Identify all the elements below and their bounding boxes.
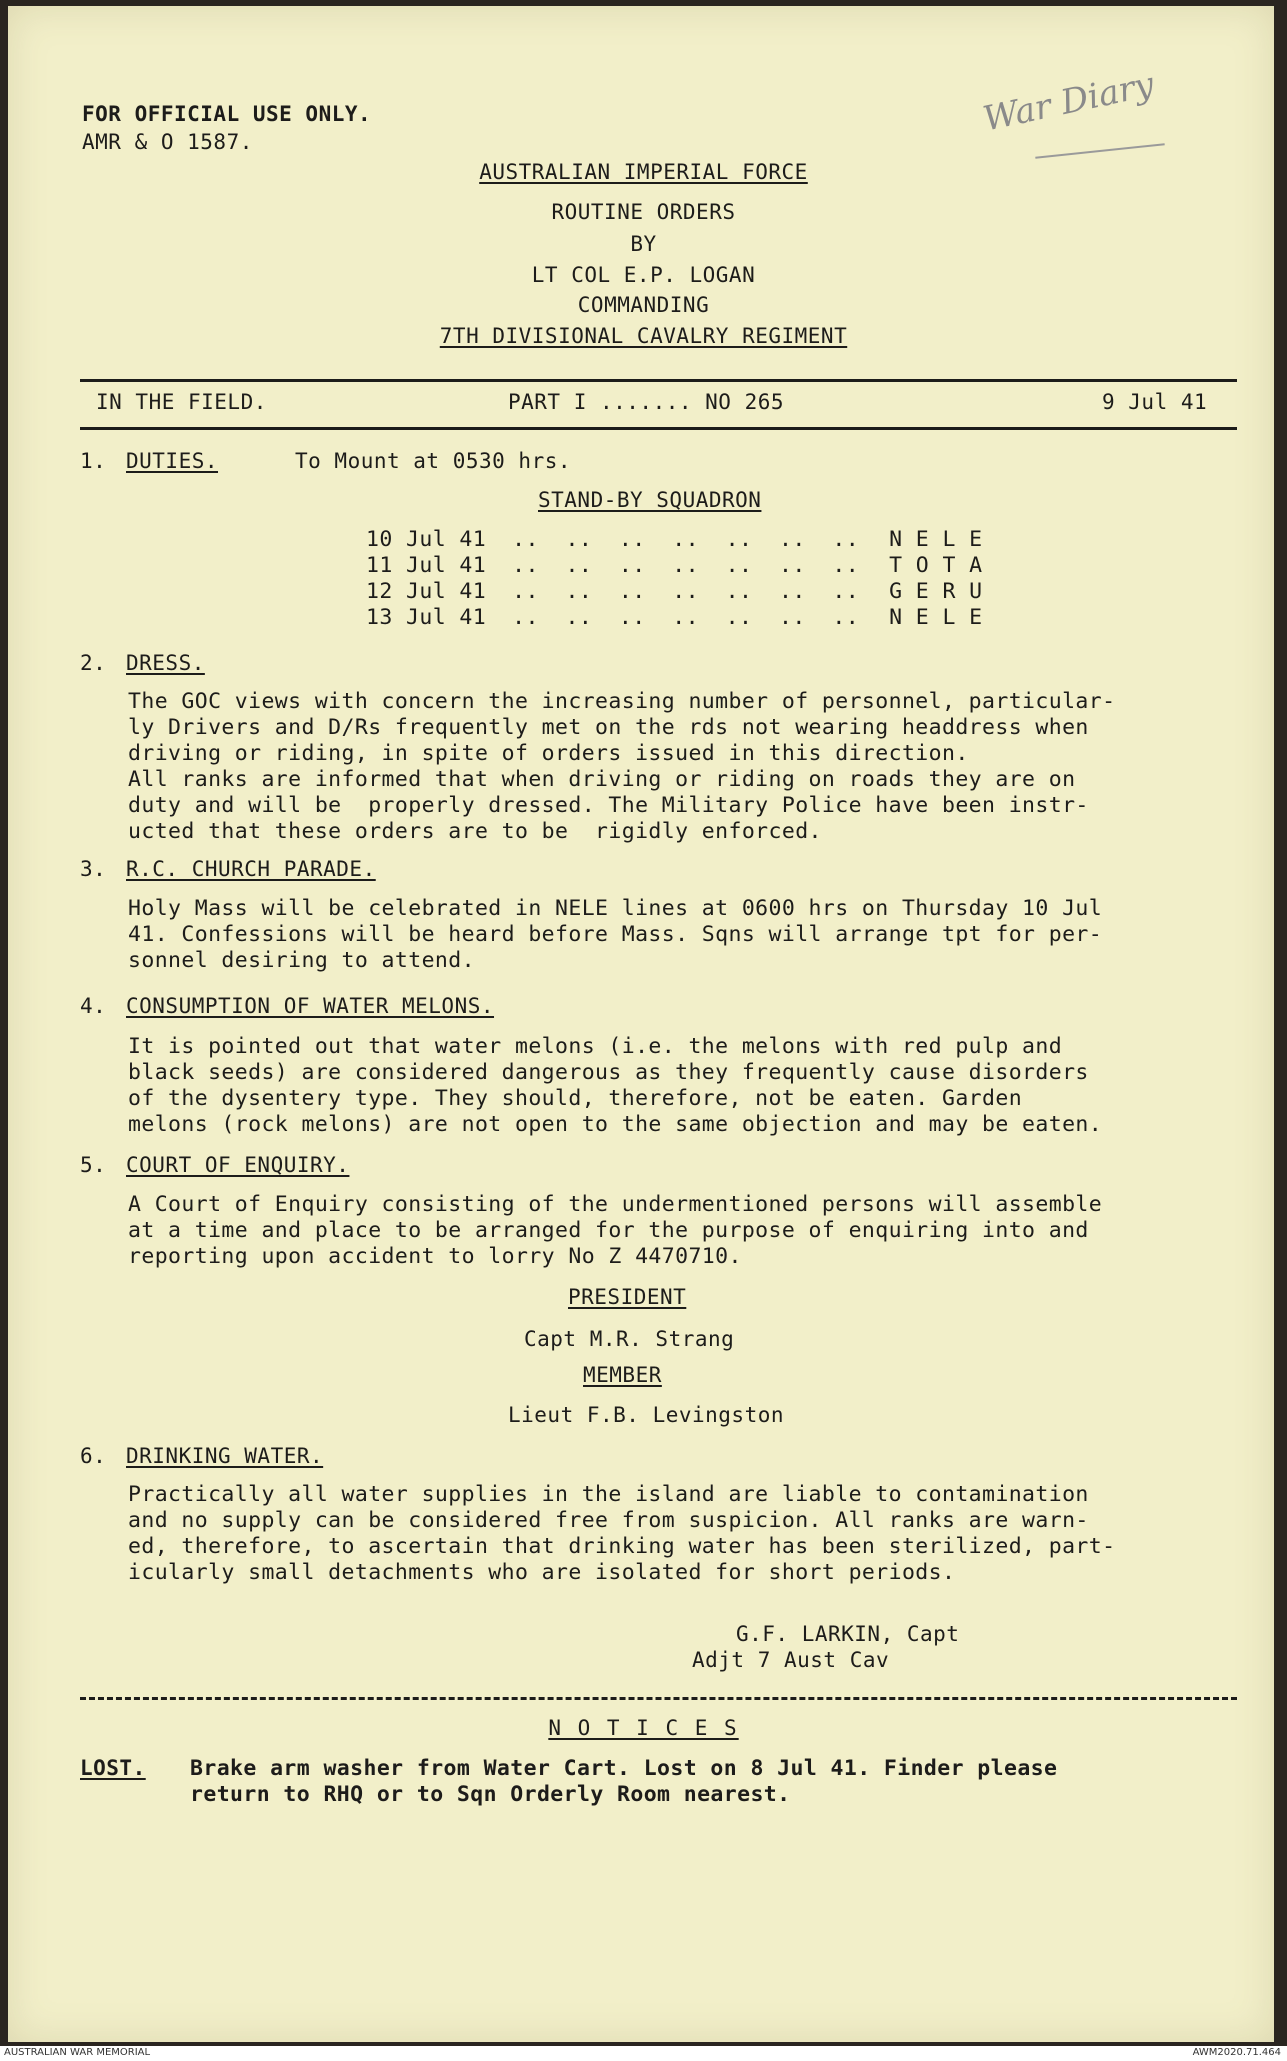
standby-squadron: N E L E — [889, 526, 983, 552]
leader-dots: .. .. .. .. .. .. .. — [512, 604, 860, 630]
president-name: Capt M.R. Strang — [524, 1327, 735, 1351]
signatory-title: Adjt 7 Aust Cav — [692, 1648, 890, 1672]
notice-label: LOST. — [80, 1756, 146, 1780]
section-1-lead: To Mount at 0530 hrs. — [295, 449, 572, 473]
top-rule — [80, 379, 1237, 382]
location-label: IN THE FIELD. — [96, 390, 267, 414]
standby-date: 12 Jul 41 — [366, 578, 487, 604]
section-3-heading: R.C. CHURCH PARADE. — [126, 857, 376, 881]
standby-date: 13 Jul 41 — [366, 604, 487, 630]
section-5-heading: COURT OF ENQUIRY. — [126, 1153, 350, 1177]
by-line: BY — [630, 232, 657, 256]
standby-squadron: T O T A — [889, 552, 983, 578]
section-5-number: 5. — [80, 1153, 107, 1177]
commanding-line: COMMANDING — [577, 293, 710, 317]
part-number: PART I ....... NO 265 — [508, 390, 785, 414]
table-row — [366, 578, 982, 604]
table-row — [366, 552, 982, 578]
standby-date: 11 Jul 41 — [366, 552, 487, 578]
info-bar-rule — [80, 427, 1237, 430]
section-6-text: Practically all water supplies in the island are liable to contamination and no supply can be considered free from suspicion. All ranks are warn- ed, therefore, to ascertain that drinking water has been sterilized, part- icularly small detachments who are isolated for short periods. — [128, 1482, 1116, 1585]
section-4-number: 4. — [80, 994, 107, 1018]
section-3-text: Holy Mass will be celebrated in NELE lines at 0600 hrs on Thursday 10 Jul 41. Confessions will be heard before Mass. Sqns will arrange tpt for per- sonnel desiring to attend. — [128, 896, 1103, 973]
member-label: MEMBER — [583, 1363, 662, 1387]
president-label: PRESIDENT — [568, 1285, 687, 1309]
standby-heading: STAND-BY SQUADRON — [538, 488, 762, 512]
force-title: AUSTRALIAN IMPERIAL FORCE — [479, 160, 808, 184]
doc-type: ROUTINE ORDERS — [551, 200, 736, 224]
leader-dots: .. .. .. .. .. .. .. — [512, 552, 860, 578]
section-4-heading: CONSUMPTION OF WATER MELONS. — [126, 994, 495, 1018]
section-3-number: 3. — [80, 857, 107, 881]
footer-right: AWM2020.71.464 — [1192, 2047, 1281, 2058]
section-2-number: 2. — [80, 651, 107, 675]
section-1-number: 1. — [80, 449, 107, 473]
section-1-heading: DUTIES. — [126, 449, 219, 473]
notices-rule — [80, 1697, 1237, 1700]
section-2-text: The GOC views with concern the increasing number of personnel, particular- ly Drivers and D/Rs frequently met on the rds not wearing headdress when driving or riding, in spite of orders issued in this direction. All ranks are informed that when driving or riding on roads they are on duty and will be properly dressed. The Military Police have been instr- ucted that these orders are to be rigidly enforced. — [128, 689, 1116, 844]
reference-number: AMR & O 1587. — [82, 130, 253, 154]
notice-text: Brake arm washer from Water Cart. Lost on 8 Jul 41. Finder please return to RHQ or to Sqn Orderly Room nearest. — [190, 1756, 1058, 1807]
leader-dots: .. .. .. .. .. .. .. — [512, 578, 860, 604]
member-name: Lieut F.B. Levingston — [508, 1403, 785, 1427]
standby-table — [366, 526, 982, 630]
section-2-heading: DRESS. — [126, 651, 205, 675]
section-4-text: It is pointed out that water melons (i.e. the melons with red pulp and black seeds) are considered dangerous as they frequently cause disorders of the dysentery type. They should, therefore, not be eaten. Garden melons (rock melons) are not open to the same objection and may be eaten. — [128, 1034, 1103, 1137]
commander-name: LT COL E.P. LOGAN — [531, 263, 756, 287]
section-6-number: 6. — [80, 1444, 107, 1468]
order-date: 9 Jul 41 — [1102, 390, 1208, 414]
section-6-heading: DRINKING WATER. — [126, 1444, 324, 1468]
handwritten-note: War Diary — [979, 64, 1158, 140]
leader-dots: .. .. .. .. .. .. .. — [512, 526, 860, 552]
footer-left: AUSTRALIAN WAR MEMORIAL — [4, 2047, 151, 2058]
unit-title: 7TH DIVISIONAL CAVALRY REGIMENT — [439, 324, 848, 348]
notices-heading: N O T I C E S — [548, 1716, 739, 1740]
archive-footer — [0, 2046, 1287, 2061]
standby-date: 10 Jul 41 — [366, 526, 487, 552]
section-5-text: A Court of Enquiry consisting of the undermentioned persons will assemble at a time and place to be arranged for the purpose of enquiring into and reporting upon accident to lorry No Z 4470710. — [128, 1192, 1103, 1269]
standby-squadron: N E L E — [889, 604, 983, 630]
classification-line: FOR OFFICIAL USE ONLY. — [82, 102, 372, 126]
table-row — [366, 526, 982, 552]
standby-squadron: G E R U — [889, 578, 983, 604]
signatory-name: G.F. LARKIN, Capt — [736, 1622, 960, 1646]
table-row — [366, 604, 982, 630]
